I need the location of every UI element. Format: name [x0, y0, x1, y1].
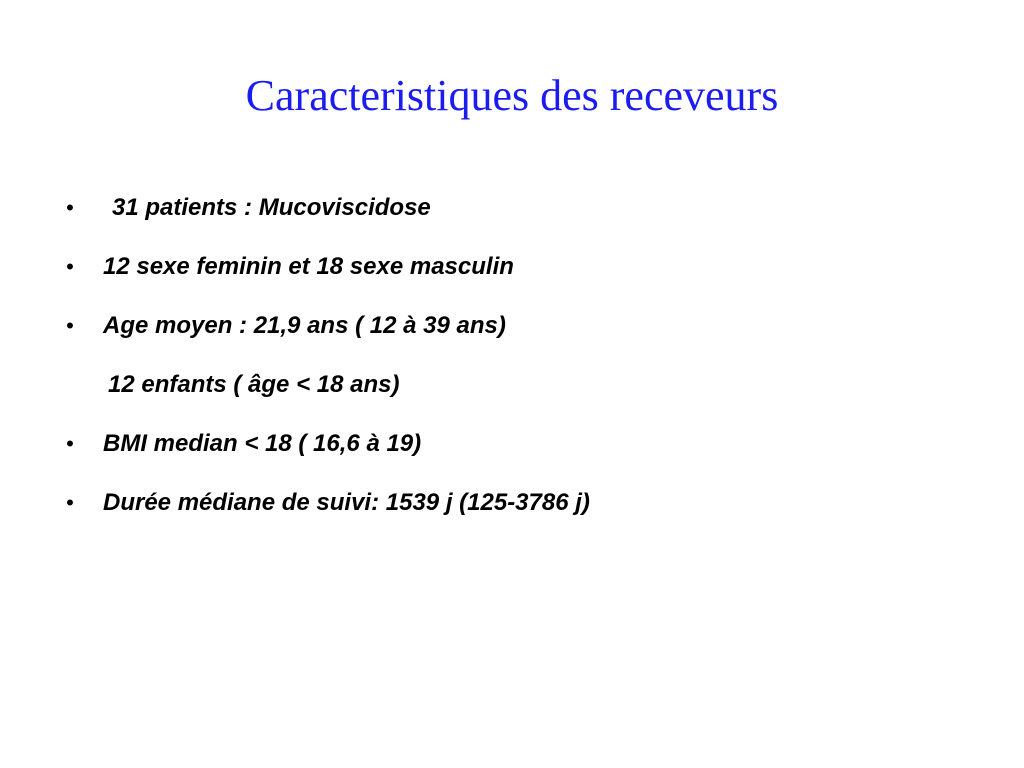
list-item [0, 188, 1024, 228]
bullet-icon: • [66, 490, 74, 515]
bullet-icon: • [66, 254, 74, 279]
list-item-text: Age moyen : 21,9 ans ( 12 à 39 ans) [103, 312, 506, 339]
list-item-text: 31 patients : Mucoviscidose [112, 194, 431, 221]
bullet-icon: • [66, 431, 74, 456]
list-item-text: 12 enfants ( âge < 18 ans) [108, 371, 400, 398]
bullet-icon: • [66, 195, 74, 220]
bullet-icon: • [66, 313, 74, 338]
list-item [0, 247, 1024, 287]
list-item [0, 424, 1024, 464]
list-item-text: Durée médiane de suivi: 1539 j (125-3786 j) [103, 489, 590, 516]
slide-title: Caracteristiques des receveurs [245, 71, 779, 120]
list-item [0, 483, 1024, 523]
list-item-sub [0, 365, 1024, 405]
list-item-text: 12 sexe feminin et 18 sexe masculin [103, 253, 514, 280]
list-item-text: BMI median < 18 ( 16,6 à 19) [103, 430, 422, 457]
list-item [0, 306, 1024, 346]
